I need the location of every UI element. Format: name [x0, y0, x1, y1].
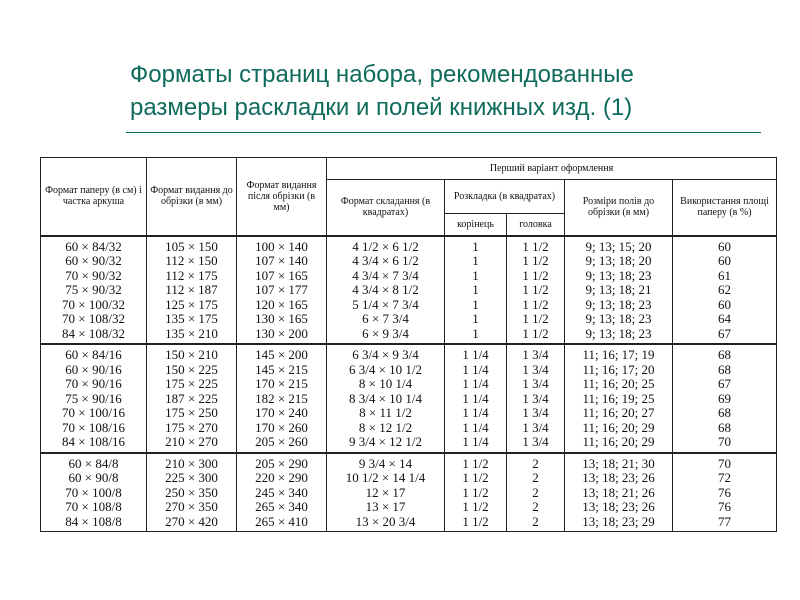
cell-value: 8 × 10 1/4: [358, 376, 413, 391]
cell-value: 6 × 7 3/4: [362, 311, 409, 326]
usage-cell: [673, 453, 777, 532]
typesetting-cell: [327, 236, 445, 345]
cell-value: 1 3/4: [522, 376, 549, 391]
cell-value: 67: [718, 325, 732, 341]
cell-value: 270 × 420: [165, 513, 218, 529]
cell-value: 107 × 165: [255, 267, 308, 283]
header-layout: Розкладка (в квадратах): [445, 180, 565, 214]
cell-value: 70: [718, 455, 732, 471]
cell-value: 2: [532, 470, 539, 485]
typesetting-cell: [327, 344, 445, 453]
cell-value: 220 × 290: [255, 470, 308, 485]
cell-value: 135 × 210: [165, 325, 218, 341]
head-cell: [507, 344, 565, 453]
cell-value: 2: [532, 484, 539, 500]
usage-cell: [673, 236, 777, 345]
cell-value: 4 1/2 × 6 1/2: [352, 238, 419, 254]
cell-value: 145 × 200: [255, 347, 308, 362]
cell-value: 112 × 175: [165, 267, 218, 283]
head-cell: [507, 453, 565, 532]
cell-value: 150 × 210: [165, 347, 218, 362]
cell-value: 13 × 20 3/4: [355, 513, 416, 529]
cell-value: 6 × 9 3/4: [362, 325, 409, 341]
cell-value: 175 × 270: [165, 419, 218, 435]
cell-value: 4 3/4 × 6 1/2: [352, 253, 419, 268]
usage-cell: [673, 344, 777, 453]
cell-value: 70 × 100/16: [62, 405, 125, 420]
cell-value: 12 × 17: [365, 484, 406, 500]
cell-value: 1 1/2: [522, 296, 549, 312]
cell-value: 125 × 175: [165, 296, 218, 312]
cell-value: 11; 16; 20; 27: [582, 405, 655, 420]
cell-value: 5 1/4 × 7 3/4: [352, 296, 419, 312]
cell-value: 205 × 290: [255, 455, 308, 471]
header-spine: корінець: [445, 214, 507, 236]
cell-value: 70 × 100/8: [65, 484, 122, 500]
paper-cell: [41, 453, 147, 532]
margins-cell: [565, 236, 673, 345]
cell-value: 68: [718, 347, 732, 362]
cell-value: 8 3/4 × 10 1/4: [348, 390, 423, 406]
cell-value: 1 3/4: [522, 419, 549, 435]
header-head: головка: [507, 214, 565, 236]
header-margins: Розміри полів до обрізки (в мм): [565, 180, 673, 236]
cell-value: 84 × 108/8: [65, 513, 122, 529]
cell-value: 1 1/2: [462, 499, 489, 514]
cell-value: 107 × 140: [255, 253, 308, 268]
cell-value: 1 1/2: [522, 282, 549, 297]
cell-value: 77: [718, 513, 732, 529]
format-after-cell: [237, 236, 327, 345]
cell-value: 9; 13; 18; 21: [585, 282, 652, 297]
slide-title: [130, 58, 770, 124]
cell-value: 76: [718, 499, 732, 514]
table-header: [41, 158, 777, 236]
cell-value: 11; 16; 19; 25: [582, 390, 655, 406]
cell-value: 130 × 200: [255, 325, 308, 341]
cell-value: 1 3/4: [522, 390, 549, 406]
cell-value: 1 3/4: [522, 347, 549, 362]
cell-value: 10 1/2 × 14 1/4: [345, 470, 426, 485]
table-row: [41, 236, 777, 345]
cell-value: 130 × 165: [255, 311, 308, 326]
cell-value: 64: [718, 311, 732, 326]
format-after-cell: [237, 453, 327, 532]
cell-value: 1 1/2: [462, 484, 489, 500]
cell-value: 1 3/4: [522, 405, 549, 420]
cell-value: 1 1/2: [522, 267, 549, 283]
cell-value: 70 × 90/32: [65, 267, 122, 283]
cell-value: 175 × 250: [165, 405, 218, 420]
cell-value: 135 × 175: [165, 311, 218, 326]
header-typesetting: Формат складання (в квадратах): [327, 180, 445, 236]
format-before-cell: [147, 236, 237, 345]
cell-value: 265 × 340: [255, 499, 308, 514]
cell-value: 1 1/4: [462, 405, 489, 420]
cell-value: 69: [718, 390, 732, 406]
cell-value: 72: [718, 470, 732, 485]
cell-value: 60 × 90/8: [68, 470, 119, 485]
cell-value: 225 × 300: [165, 470, 218, 485]
cell-value: 84 × 108/16: [62, 434, 125, 449]
cell-value: 11; 16; 17; 19: [582, 347, 655, 362]
cell-value: 11; 16; 20; 29: [582, 419, 655, 435]
cell-value: 68: [718, 419, 732, 435]
cell-value: 1 1/2: [462, 470, 489, 485]
cell-value: 1: [472, 282, 479, 297]
table-row: [41, 453, 777, 532]
paper-cell: [41, 344, 147, 453]
cell-value: 210 × 300: [165, 455, 218, 471]
cell-value: 1: [472, 325, 479, 341]
cell-value: 9; 13; 18; 23: [585, 296, 652, 312]
title-line-2: размеры раскладки и полей книжных изд. (1): [130, 94, 633, 121]
cell-value: 13; 18; 21; 26: [582, 484, 655, 500]
cell-value: 6 3/4 × 10 1/2: [348, 361, 423, 377]
format-before-cell: [147, 453, 237, 532]
cell-value: 70 × 100/32: [62, 296, 125, 312]
cell-value: 13; 18; 23; 26: [582, 499, 655, 514]
cell-value: 1: [472, 253, 479, 268]
cell-value: 8 × 12 1/2: [358, 419, 413, 435]
cell-value: 9; 13; 18; 23: [585, 267, 652, 283]
cell-value: 11; 16; 20; 29: [582, 434, 655, 449]
cell-value: 60: [718, 296, 732, 312]
cell-value: 60: [718, 253, 732, 268]
cell-value: 187 × 225: [165, 390, 218, 406]
cell-value: 1: [472, 311, 479, 326]
cell-value: 13; 18; 23; 29: [582, 513, 655, 529]
cell-value: 210 × 270: [165, 434, 218, 449]
paper-cell: [41, 236, 147, 345]
cell-value: 2: [532, 455, 539, 471]
table-body: [41, 236, 777, 532]
cell-value: 100 × 140: [255, 238, 308, 254]
cell-value: 4 3/4 × 7 3/4: [352, 267, 419, 283]
cell-value: 1 1/4: [462, 347, 489, 362]
cell-value: 150 × 225: [165, 361, 218, 377]
header-usage: Використання площі паперу (в %): [673, 180, 777, 236]
cell-value: 60: [718, 238, 732, 254]
cell-value: 4 3/4 × 8 1/2: [352, 282, 419, 297]
cell-value: 112 × 187: [165, 282, 218, 297]
cell-value: 1 1/2: [462, 513, 489, 529]
cell-value: 6 3/4 × 9 3/4: [352, 347, 419, 362]
cell-value: 1 3/4: [522, 361, 549, 377]
cell-value: 2: [532, 499, 539, 514]
cell-value: 1 1/2: [522, 311, 549, 326]
spine-cell: [445, 453, 507, 532]
cell-value: 105 × 150: [165, 238, 218, 254]
cell-value: 68: [718, 405, 732, 420]
cell-value: 13 × 17: [365, 499, 406, 514]
cell-value: 1 1/2: [522, 238, 549, 254]
format-before-cell: [147, 344, 237, 453]
cell-value: 2: [532, 513, 539, 529]
cell-value: 170 × 215: [255, 376, 308, 391]
cell-value: 245 × 340: [255, 484, 308, 500]
cell-value: 1 1/2: [462, 455, 489, 471]
cell-value: 205 × 260: [255, 434, 308, 449]
cell-value: 1 1/4: [462, 419, 489, 435]
cell-value: 75 × 90/16: [65, 390, 122, 406]
header-pub-before: Формат видання до обрізки (в мм): [147, 158, 237, 236]
cell-value: 270 × 350: [165, 499, 218, 514]
cell-value: 120 × 165: [255, 296, 308, 312]
header-first-variant: Перший варіант оформлення: [327, 158, 777, 180]
cell-value: 60 × 90/32: [65, 253, 122, 268]
cell-value: 60 × 84/32: [65, 238, 122, 254]
cell-value: 170 × 260: [255, 419, 308, 435]
header-pub-after: Формат видання після обрізки (в мм): [237, 158, 327, 236]
cell-value: 70 × 90/16: [65, 376, 122, 391]
cell-value: 265 × 410: [255, 513, 308, 529]
cell-value: 1: [472, 296, 479, 312]
typesetting-cell: [327, 453, 445, 532]
margins-cell: [565, 344, 673, 453]
cell-value: 145 × 215: [255, 361, 308, 377]
cell-value: 70: [718, 434, 732, 449]
cell-value: 9 3/4 × 12 1/2: [348, 434, 423, 449]
table-row: [41, 344, 777, 453]
cell-value: 62: [718, 282, 732, 297]
spine-cell: [445, 236, 507, 345]
header-paper: Формат паперу (в см) і частка аркуша: [41, 158, 147, 236]
cell-value: 1 1/4: [462, 376, 489, 391]
cell-value: 60 × 84/8: [68, 455, 119, 471]
cell-value: 68: [718, 361, 732, 377]
cell-value: 182 × 215: [255, 390, 308, 406]
cell-value: 9; 13; 18; 23: [585, 311, 652, 326]
margins-cell: [565, 453, 673, 532]
cell-value: 1 1/2: [522, 253, 549, 268]
cell-value: 1 1/4: [462, 361, 489, 377]
cell-value: 13; 18; 21; 30: [582, 455, 655, 471]
cell-value: 8 × 11 1/2: [359, 405, 412, 420]
format-after-cell: [237, 344, 327, 453]
cell-value: 250 × 350: [165, 484, 218, 500]
cell-value: 1 1/2: [522, 325, 549, 341]
cell-value: 75 × 90/32: [65, 282, 122, 297]
cell-value: 112 × 150: [165, 253, 218, 268]
cell-value: 76: [718, 484, 732, 500]
cell-value: 9; 13; 18; 23: [585, 325, 652, 341]
head-cell: [507, 236, 565, 345]
cell-value: 9; 13; 15; 20: [585, 238, 652, 254]
cell-value: 9; 13; 18; 20: [585, 253, 652, 268]
cell-value: 175 × 225: [165, 376, 218, 391]
cell-value: 9 3/4 × 14: [358, 455, 413, 471]
title-divider: [126, 132, 761, 133]
cell-value: 13; 18; 23; 26: [582, 470, 655, 485]
cell-value: 11; 16; 20; 25: [582, 376, 655, 391]
cell-value: 60 × 90/16: [65, 361, 122, 377]
cell-value: 1 3/4: [522, 434, 549, 449]
cell-value: 107 × 177: [255, 282, 308, 297]
cell-value: 170 × 240: [255, 405, 308, 420]
cell-value: 60 × 84/16: [65, 347, 122, 362]
cell-value: 11; 16; 17; 20: [582, 361, 655, 377]
cell-value: 1: [472, 238, 479, 254]
formats-table: [40, 157, 777, 532]
cell-value: 61: [718, 267, 732, 283]
cell-value: 1: [472, 267, 479, 283]
cell-value: 84 × 108/32: [62, 325, 125, 341]
cell-value: 1 1/4: [462, 434, 489, 449]
cell-value: 1 1/4: [462, 390, 489, 406]
cell-value: 70 × 108/32: [62, 311, 125, 326]
cell-value: 70 × 108/8: [65, 499, 122, 514]
cell-value: 67: [718, 376, 732, 391]
title-line-1: Форматы страниц набора, рекомендованные: [130, 61, 634, 88]
cell-value: 70 × 108/16: [62, 419, 125, 435]
spine-cell: [445, 344, 507, 453]
